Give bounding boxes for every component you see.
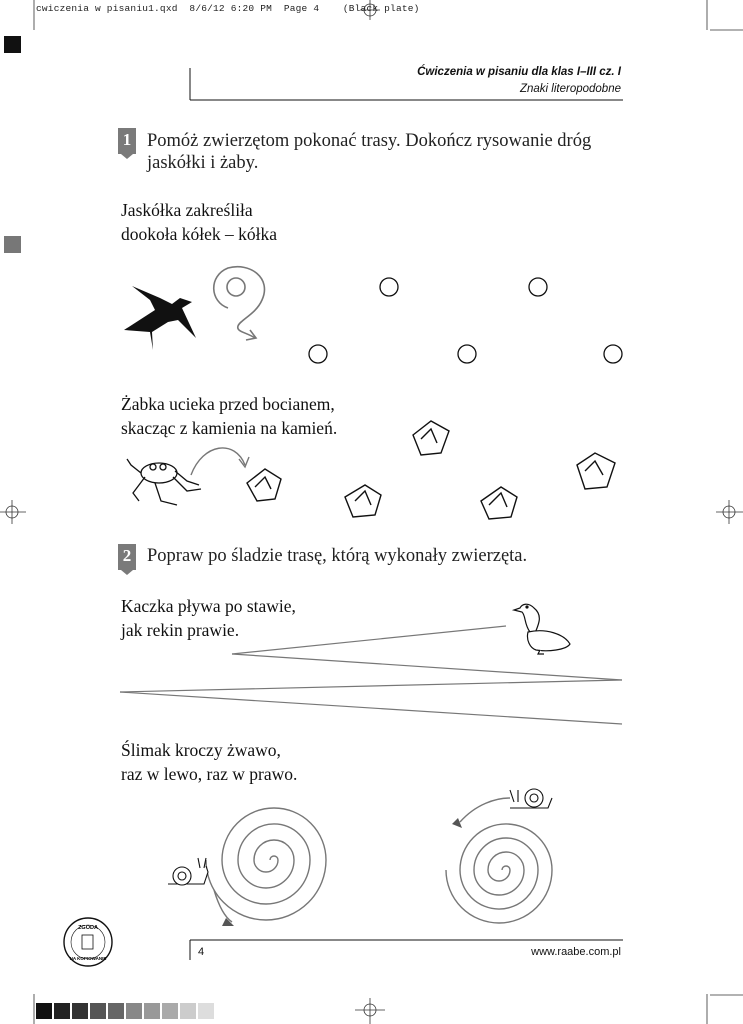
stones: [247, 421, 615, 519]
swallow-poem-line2: dookoła kółek – kółka: [121, 224, 278, 244]
snail-poem-line2: raz w lewo, raz w prawo.: [121, 764, 298, 784]
snail-icon-left: [168, 858, 208, 885]
duck-zigzag-trace: [118, 592, 626, 727]
frog-exercise-area: [115, 415, 635, 530]
exercise-2-badge: 2: [118, 544, 136, 570]
copy-permission-stamp: [62, 916, 114, 968]
swallow-poem-line1: Jaskółka zakreśliła: [121, 200, 253, 220]
snail-poem-line1: Ślimak kroczy żwawo,: [121, 740, 281, 760]
stamp-bottom-text: NA KOPIOWANIE: [69, 956, 107, 961]
header-rule: [189, 68, 624, 102]
frog-poem-line2: skacząc z kamienia na kamień.: [121, 418, 338, 438]
stamp-top-text: ZGODA: [78, 925, 98, 931]
snail-icon-right: [510, 789, 552, 808]
publisher-url: www.raabe.com.pl: [531, 946, 621, 958]
loop-trace-arrow: [214, 267, 265, 340]
snail-spirals: [160, 780, 580, 940]
duck-icon: [514, 604, 570, 654]
jump-arrow: [191, 448, 245, 475]
duck-poem-line2: jak rekin prawie.: [121, 620, 240, 640]
frog-poem-line1: Żabka ucieka przed bocianem,: [121, 394, 335, 414]
book-title: Ćwiczenia w pisaniu dla klas I–III cz. I: [417, 66, 621, 78]
page-number: 4: [198, 946, 205, 958]
target-circles: [309, 278, 622, 363]
exercise-1-instruction-line2: jaskółki i żaby.: [147, 153, 259, 173]
exercise-1-badge: 1: [118, 128, 136, 154]
right-spiral-arrow: [452, 818, 462, 828]
frog-icon: [127, 459, 201, 505]
duck-poem-line1: Kaczka pływa po stawie,: [121, 596, 296, 616]
exercise-2-instruction: Popraw po śladzie trasę, którą wykonały zwierzęta.: [147, 546, 528, 566]
section-subtitle: Znaki literopodobne: [519, 83, 621, 95]
exercise-1-instruction-line1: Pomóż zwierzętom pokonać trasy. Dokończ rysowanie dróg: [147, 131, 592, 151]
print-slug: cwiczenia w pisaniu1.qxd 8/6/12 6:20 PM Page 4 (Black plate): [36, 3, 420, 14]
swallow-exercise-area: [110, 260, 640, 370]
swallow-icon: [124, 286, 196, 350]
